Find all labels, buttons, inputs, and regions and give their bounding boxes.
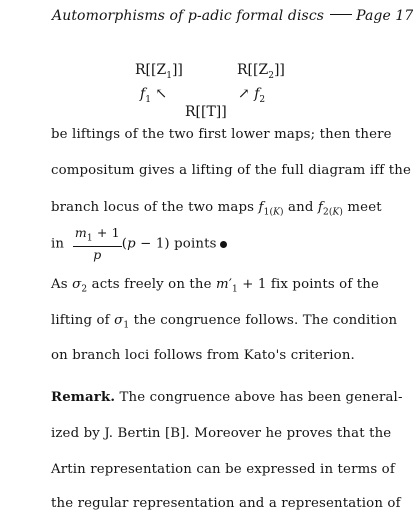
diagram-top-left: $R[[Z_1]]$ xyxy=(135,62,183,81)
text-line-6: lifting of $\sigma_1$ the congruence follows. The condition xyxy=(51,313,398,331)
remark-heading: Remark. xyxy=(51,390,116,405)
text-line-1: be liftings of the two first lower maps; then there xyxy=(51,127,392,142)
header-rule xyxy=(330,14,352,15)
page-number: Page 17 xyxy=(356,8,413,24)
text-line-5: As $\sigma_2$ acts freely on the $m'_1 + 1$ fix points of the xyxy=(51,277,380,295)
text-line-3: branch locus of the two maps $f_{1(K)}$ and $f_{2(K)}$ meet xyxy=(51,200,382,218)
end-of-proof-bullet xyxy=(220,241,227,248)
text-line-2: compositum gives a lifting of the full diagram iff the xyxy=(51,163,411,178)
diagram-map-left: $f_1$ ↖ xyxy=(140,86,168,105)
arrow-northwest-icon: ↖ xyxy=(155,86,168,102)
fraction: $\frac{m_1 + 1}{p}$ xyxy=(74,225,120,262)
text-line-9: ized by J. Bertin [B]. Moreover he proves that the xyxy=(51,426,392,441)
running-header xyxy=(52,8,413,24)
text-line-11: the regular representation and a representation of xyxy=(51,496,401,511)
text-line-10: Artin representation can be expressed in terms of xyxy=(51,462,395,477)
paper-title: Automorphisms of p-adic formal discs xyxy=(52,8,325,24)
diagram-map-right: ↗ $f_2$ xyxy=(238,86,266,105)
diagram-bottom: R[[T]] xyxy=(185,104,227,120)
text-line-4: in $\frac{m_1 + 1}{p}$ (p − 1) points xyxy=(51,227,227,261)
arrow-northeast-icon: ↗ xyxy=(238,86,250,102)
diagram-top-right: $R[[Z_2]]$ xyxy=(237,62,285,81)
text-line-8: Remark. The congruence above has been general- xyxy=(51,390,403,405)
text-line-7: on branch loci follows from Kato's criterion. xyxy=(51,348,355,363)
